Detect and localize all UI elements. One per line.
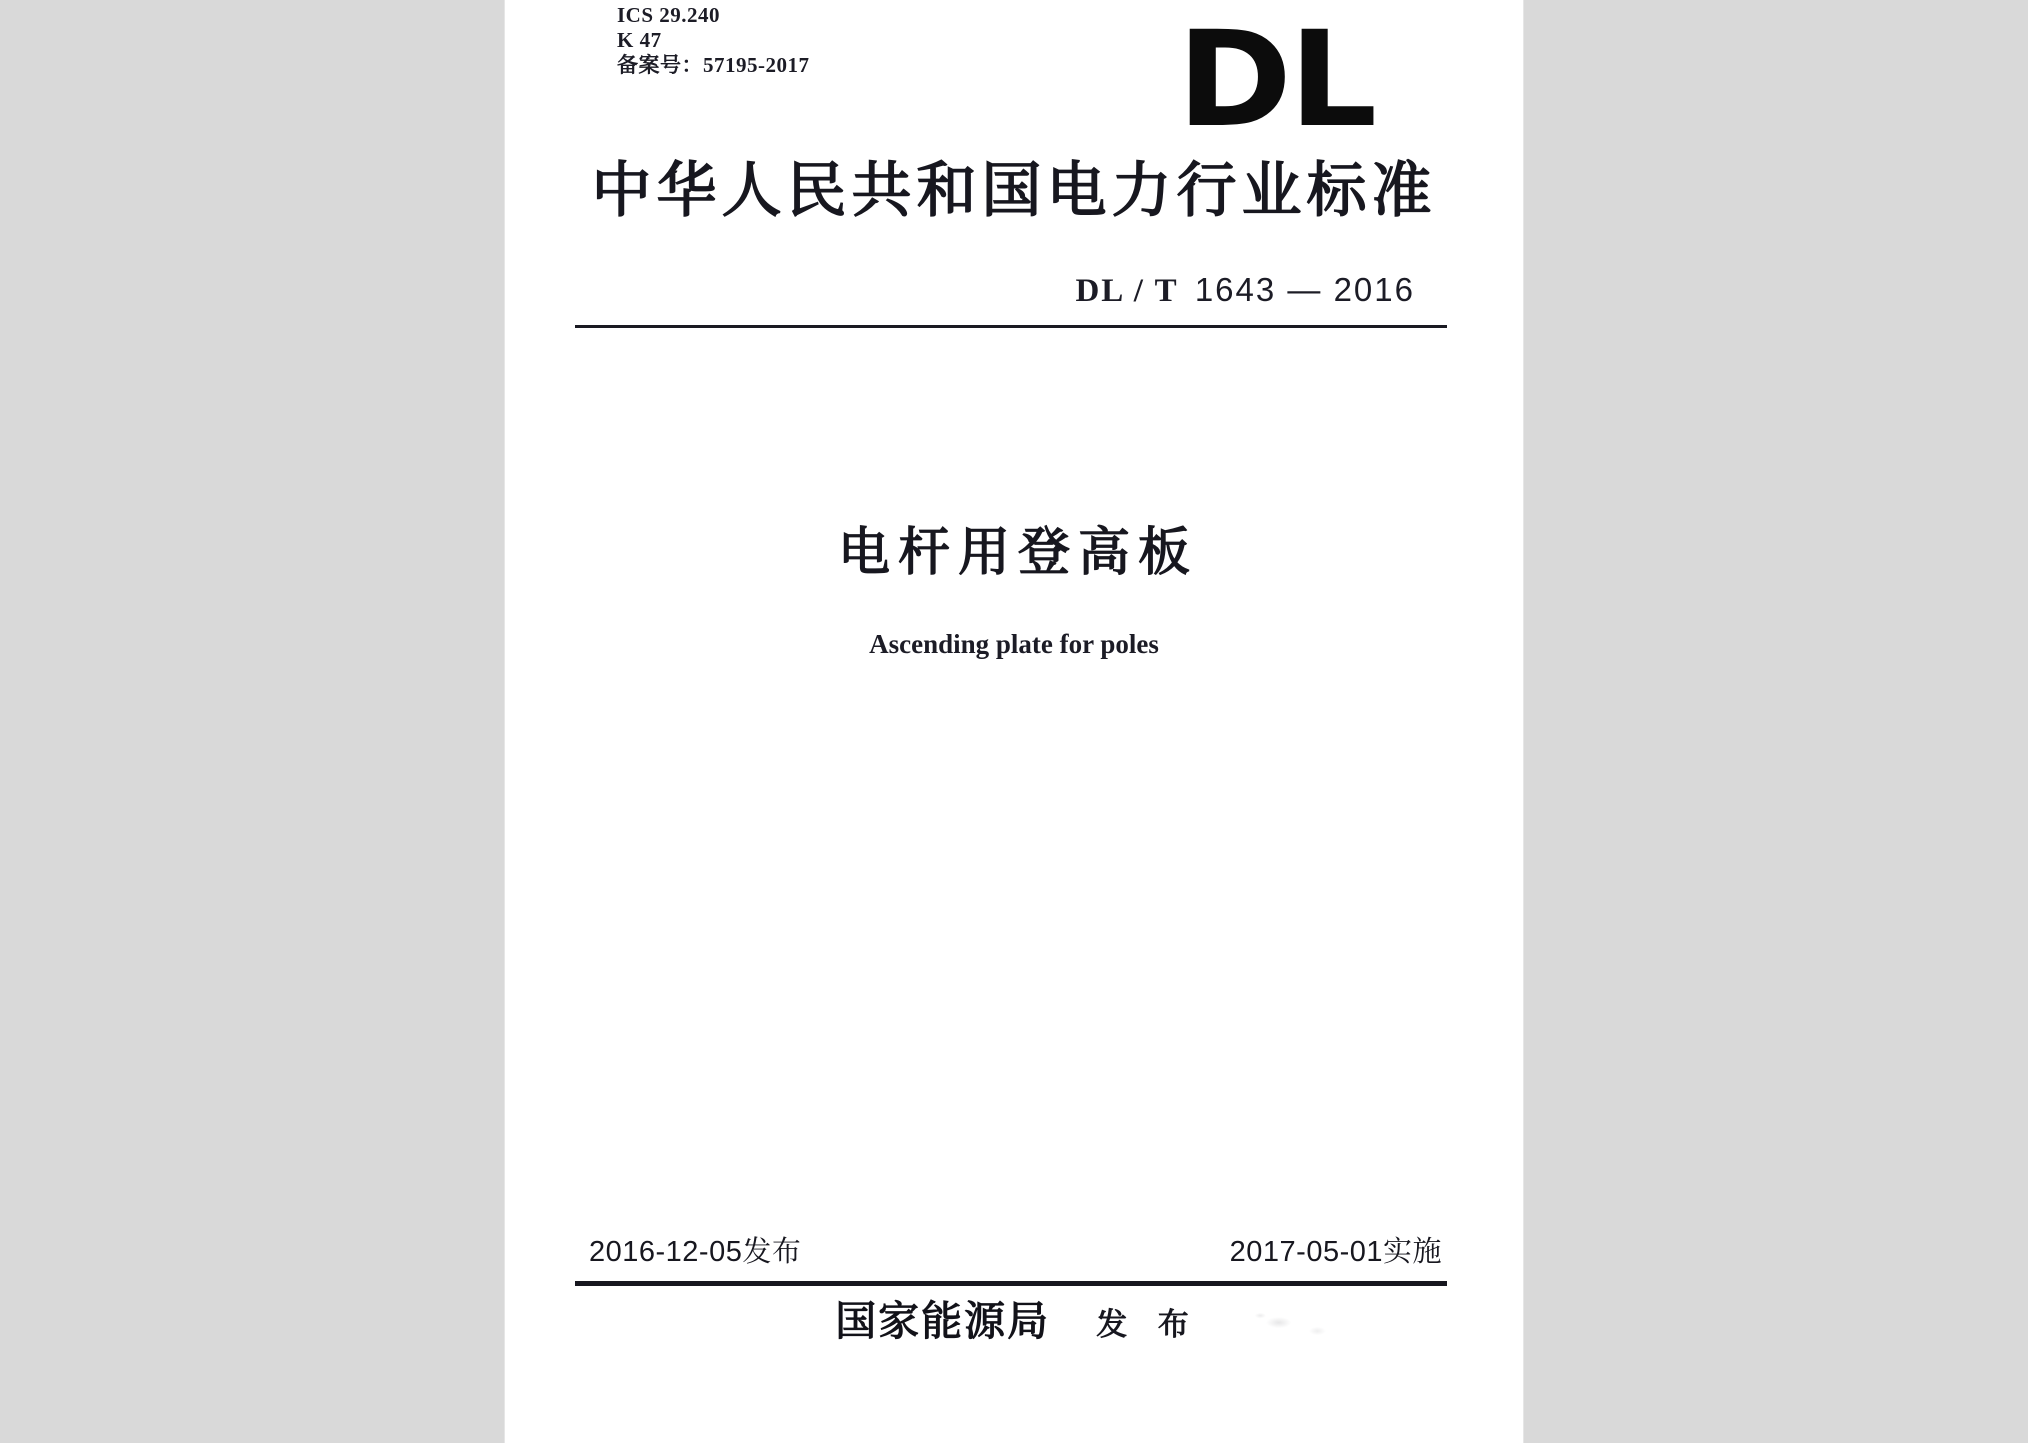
ics-code: ICS 29.240 bbox=[617, 3, 721, 27]
standard-code-prefix: DL / T bbox=[1075, 273, 1179, 309]
publisher-row bbox=[505, 1296, 1523, 1346]
standard-code bbox=[1075, 272, 1415, 309]
implement-date: 2017-05-01实施 bbox=[1229, 1236, 1442, 1268]
standard-name: 中华人民共和国电力行业标准 bbox=[591, 158, 1437, 224]
document-title-chinese: 电杆用登高板 bbox=[837, 524, 1198, 582]
classification-code: K 47 bbox=[617, 28, 662, 52]
publisher-name: 国家能源局 bbox=[835, 1298, 1051, 1344]
issue-date: 2016-12-05发布 bbox=[589, 1236, 802, 1268]
header-rule bbox=[575, 325, 1447, 328]
dl-logo: DL bbox=[1177, 3, 1375, 157]
standard-code-number: 1643 — 2016 bbox=[1194, 271, 1415, 308]
standard-cover-page bbox=[505, 0, 1523, 1443]
footer-rule bbox=[575, 1281, 1447, 1286]
publish-action-label: 发 布 bbox=[1096, 1307, 1193, 1342]
document-title-english: Ascending plate for poles bbox=[869, 629, 1159, 659]
meta-block bbox=[617, 3, 810, 78]
record-number: 备案号：57195-2017 bbox=[617, 53, 810, 77]
